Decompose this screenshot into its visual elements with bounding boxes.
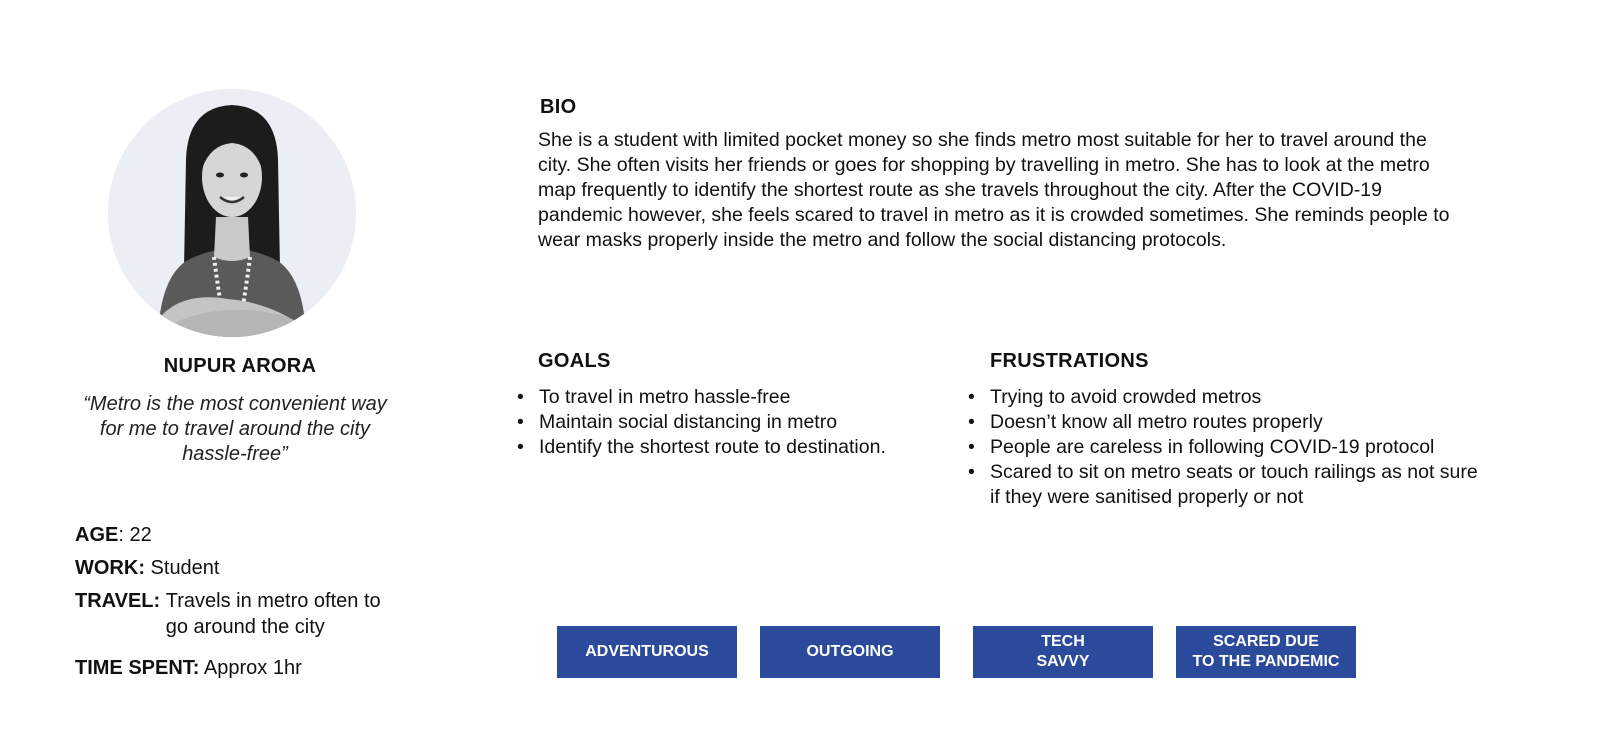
trait-tag-outgoing: OUTGOING — [760, 626, 940, 678]
goals-title: GOALS — [538, 350, 611, 372]
bullet-icon: • — [968, 461, 975, 483]
list-item — [968, 385, 1490, 410]
frustration-text: Scared to sit on metro seats or touch railings as not sure if they were sanitised properly or not — [990, 461, 1478, 508]
time-spent-label: TIME SPENT: — [75, 657, 200, 679]
age-value: : 22 — [118, 524, 152, 546]
trait-tag-tech-savvy: TECH SAVVY — [973, 626, 1153, 678]
persona-photo-illustration — [108, 89, 356, 337]
bullet-icon: • — [517, 386, 524, 408]
frustrations-title: FRUSTRATIONS — [990, 350, 1149, 372]
bullet-icon: • — [968, 436, 975, 458]
list-item — [968, 410, 1490, 435]
persona-quote: “Metro is the most convenient way for me to travel around the city hassle-free” — [83, 393, 387, 465]
list-item — [517, 410, 899, 435]
list-item — [517, 435, 899, 460]
bullet-icon: • — [968, 411, 975, 433]
frustration-text: Doesn’t know all metro routes properly — [990, 411, 1323, 433]
bullet-icon: • — [517, 411, 524, 433]
time-spent-value: Approx 1hr — [199, 657, 302, 679]
bullet-icon: • — [517, 436, 524, 458]
travel-label: TRAVEL: — [75, 590, 161, 612]
persona-name: NUPUR ARORA — [163, 355, 317, 377]
goal-text: Identify the shortest route to destination. — [539, 436, 886, 458]
work-label: WORK: — [75, 557, 145, 579]
travel-row — [75, 588, 386, 640]
goal-text: Maintain social distancing in metro — [539, 411, 838, 433]
work-row — [75, 555, 220, 581]
trait-tag-adventurous: ADVENTUROUS — [557, 626, 737, 678]
age-label: AGE — [75, 524, 119, 546]
frustrations-list — [968, 385, 1490, 510]
trait-tag-scared-pandemic: SCARED DUE TO THE PANDEMIC — [1176, 626, 1356, 678]
list-item — [968, 460, 1490, 510]
age-row — [75, 522, 152, 548]
goals-list — [517, 385, 899, 460]
time-spent-row — [75, 655, 302, 681]
list-item — [968, 435, 1490, 460]
work-value: Student — [144, 557, 220, 579]
frustration-text: People are careless in following COVID-19 protocol — [990, 436, 1435, 458]
list-item — [517, 385, 899, 410]
bullet-icon: • — [968, 386, 975, 408]
goal-text: To travel in metro hassle-free — [539, 386, 791, 408]
bio-text: She is a student with limited pocket money so she finds metro most suitable for her to travel around the city. She often visits her friends or goes for shopping by travelling in metro. She has to look at the metro map frequently to identify the shortest route as she travels throughout the city. After the COVID-19 pandemic however, she feels scared to travel in metro as it is crowded sometimes. She reminds people to wear masks properly inside the metro and follow the social distancing protocols. — [538, 129, 1450, 251]
travel-value: Travels in metro often to go around the city — [165, 590, 381, 638]
persona-avatar — [108, 89, 356, 337]
bio-title: BIO — [540, 96, 577, 118]
frustration-text: Trying to avoid crowded metros — [990, 386, 1262, 408]
